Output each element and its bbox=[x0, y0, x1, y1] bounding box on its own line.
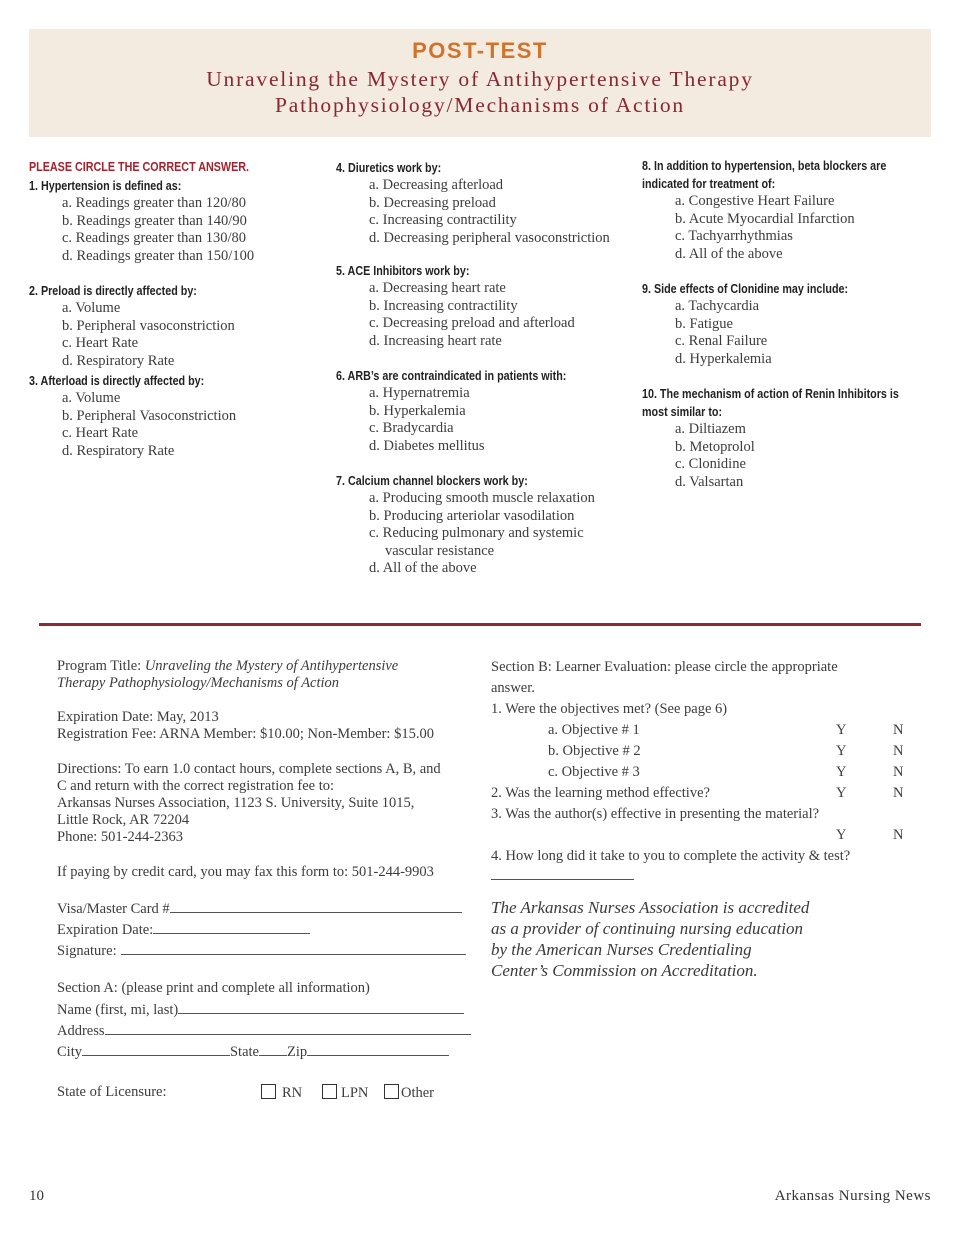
answer-option[interactable]: b. Peripheral vasoconstriction bbox=[62, 317, 235, 334]
state-label: State bbox=[229, 1044, 259, 1060]
question-5 bbox=[336, 262, 636, 350]
no-option[interactable]: N bbox=[893, 785, 904, 801]
question-text: 6. ARB’s are contraindicated in patients with: bbox=[336, 369, 567, 383]
accreditation-line: as a provider of continuing nursing education bbox=[491, 919, 803, 938]
card-expiration-blank[interactable] bbox=[153, 921, 310, 934]
name-field[interactable] bbox=[57, 1001, 477, 1022]
directions-line-1: Directions: To earn 1.0 contact hours, complete sections A, B, and bbox=[57, 761, 441, 777]
objective-row bbox=[491, 720, 921, 741]
answer-option[interactable]: c. Decreasing preload and afterload bbox=[369, 315, 575, 331]
mailing-address-1: Arkansas Nurses Association, 1123 S. University, Suite 1015, bbox=[57, 795, 415, 811]
question-text-line-2: indicated for treatment of: bbox=[642, 177, 776, 191]
card-number-field[interactable] bbox=[57, 900, 477, 921]
answer-option[interactable]: c. Tachyarrhythmias bbox=[675, 228, 793, 244]
objective-label: a. Objective # 1 bbox=[548, 722, 640, 738]
card-number-blank[interactable] bbox=[170, 900, 462, 913]
licensure-row bbox=[57, 1084, 477, 1105]
objective-row bbox=[491, 741, 921, 762]
state-blank[interactable] bbox=[259, 1043, 287, 1056]
answer-option[interactable]: d. All of the above bbox=[369, 560, 477, 576]
answer-option[interactable]: b. Acute Myocardial Infarction bbox=[675, 210, 855, 227]
questions-column-1 bbox=[29, 157, 319, 460]
registration-form bbox=[57, 658, 477, 1105]
signature-field[interactable] bbox=[57, 942, 477, 963]
question-text: 4. Diuretics work by: bbox=[336, 161, 442, 175]
answer-option[interactable]: a. Congestive Heart Failure bbox=[675, 193, 835, 209]
program-title-text-2: Therapy Pathophysiology/Mechanisms of Action bbox=[57, 675, 340, 691]
expiration-date: Expiration Date: May, 2013 bbox=[57, 709, 219, 725]
answer-option[interactable]: a. Volume bbox=[62, 300, 121, 316]
completion-time-blank[interactable] bbox=[491, 867, 634, 880]
name-label: Name (first, mi, last) bbox=[57, 1002, 179, 1018]
questions-column-2 bbox=[336, 157, 636, 578]
question-4 bbox=[336, 159, 636, 247]
question-8 bbox=[642, 157, 932, 263]
objective-label: c. Objective # 3 bbox=[548, 764, 640, 780]
objective-label: b. Objective # 2 bbox=[548, 743, 641, 759]
program-title bbox=[57, 658, 477, 675]
question-text: 2. Preload is directly affected by: bbox=[29, 284, 197, 298]
post-test-banner bbox=[29, 29, 931, 137]
zip-label: Zip bbox=[286, 1044, 308, 1060]
card-expiration-label: Expiration Date: bbox=[57, 922, 154, 938]
evaluation-question-3-answer-row bbox=[491, 825, 921, 846]
answer-option[interactable]: b. Peripheral Vasoconstriction bbox=[62, 407, 237, 424]
answer-option[interactable]: d. Valsartan bbox=[675, 473, 744, 490]
accreditation-line: The Arkansas Nurses Association is accredited bbox=[491, 898, 810, 917]
answer-option[interactable]: b. Decreasing preload bbox=[369, 194, 496, 211]
answer-option[interactable]: a. Volume bbox=[62, 390, 121, 406]
answer-option[interactable]: b. Increasing contractility bbox=[369, 297, 518, 314]
answer-option[interactable]: a. Decreasing afterload bbox=[369, 177, 504, 193]
answer-option[interactable]: b. Hyperkalemia bbox=[369, 402, 466, 419]
publication-name: Arkansas Nursing News bbox=[774, 1188, 931, 1204]
answer-option[interactable]: a. Producing smooth muscle relaxation bbox=[369, 490, 595, 506]
answer-option[interactable]: c. Renal Failure bbox=[675, 333, 768, 349]
answer-option[interactable]: d. Increasing heart rate bbox=[369, 332, 502, 349]
title-line-1: Unraveling the Mystery of Antihypertensive Therapy bbox=[206, 67, 754, 91]
evaluation-heading-2: answer. bbox=[491, 680, 535, 696]
evaluation-question-3: 3. Was the author(s) effective in presenting the material? bbox=[491, 806, 820, 822]
questions-column-3 bbox=[642, 157, 932, 491]
zip-blank[interactable] bbox=[307, 1043, 449, 1056]
answer-option[interactable]: a. Diltiazem bbox=[675, 421, 746, 437]
question-text: 3. Afterload is directly affected by: bbox=[29, 374, 205, 388]
section-divider bbox=[39, 623, 921, 626]
yes-option[interactable]: Y bbox=[836, 785, 847, 801]
page-number: 10 bbox=[29, 1188, 44, 1204]
answer-option[interactable]: b. Producing arteriolar vasodilation bbox=[369, 507, 575, 524]
answer-option[interactable]: d. Decreasing peripheral vasoconstriction bbox=[369, 229, 610, 246]
no-option[interactable]: N bbox=[893, 827, 904, 843]
answer-option[interactable]: c. Readings greater than 130/80 bbox=[62, 230, 247, 246]
yes-option[interactable]: Y bbox=[836, 743, 847, 759]
objective-row bbox=[491, 762, 921, 783]
question-7 bbox=[336, 472, 636, 578]
answer-option[interactable]: c. Reducing pulmonary and systemic vascular resistance bbox=[369, 525, 584, 559]
answer-option[interactable]: a. Decreasing heart rate bbox=[369, 280, 506, 296]
directions-line-2: C and return with the correct registration fee to: bbox=[57, 778, 335, 794]
accreditation-line: by the American Nurses Credentialing bbox=[491, 940, 752, 959]
address-field[interactable] bbox=[57, 1022, 477, 1043]
licensure-rn-option[interactable] bbox=[261, 1084, 302, 1102]
registration-fee: Registration Fee: ARNA Member: $10.00; Non-Member: $15.00 bbox=[57, 726, 434, 742]
city-state-zip-field[interactable] bbox=[57, 1043, 477, 1064]
question-9 bbox=[642, 280, 932, 368]
answer-option[interactable]: c. Increasing contractility bbox=[369, 212, 517, 228]
answer-option[interactable]: a. Tachycardia bbox=[675, 298, 760, 314]
answer-option[interactable]: c. Heart Rate bbox=[62, 335, 139, 351]
evaluation-heading-1: Section B: Learner Evaluation: please circle the appropriate bbox=[491, 659, 838, 675]
question-10 bbox=[642, 385, 932, 491]
name-blank[interactable] bbox=[178, 1001, 464, 1014]
other-checkbox[interactable] bbox=[384, 1084, 399, 1099]
other-label: Other bbox=[401, 1085, 435, 1101]
learner-evaluation bbox=[491, 657, 921, 981]
yes-option[interactable]: Y bbox=[836, 722, 847, 738]
lpn-label: LPN bbox=[341, 1085, 369, 1101]
accreditation-line: Center’s Commission on Accreditation. bbox=[491, 961, 758, 980]
no-option[interactable]: N bbox=[893, 764, 904, 780]
instruction-text: PLEASE CIRCLE THE CORRECT ANSWER. bbox=[29, 160, 249, 174]
answer-option[interactable]: c. Clonidine bbox=[675, 456, 746, 472]
question-text: 1. Hypertension is defined as: bbox=[29, 179, 182, 193]
phone-number: Phone: 501-244-2363 bbox=[57, 829, 184, 845]
title-line-2: Pathophysiology/Mechanisms of Action bbox=[275, 93, 685, 117]
signature-label: Signature: bbox=[57, 943, 117, 959]
question-text-line-1: 8. In addition to hypertension, beta blockers are bbox=[642, 159, 887, 173]
rn-checkbox[interactable] bbox=[261, 1084, 276, 1099]
licensure-label: State of Licensure: bbox=[57, 1084, 167, 1100]
licensure-lpn-option[interactable] bbox=[322, 1084, 368, 1102]
accreditation-statement bbox=[491, 897, 921, 981]
no-option[interactable]: N bbox=[893, 722, 904, 738]
completion-time-field[interactable] bbox=[491, 867, 921, 889]
yes-option[interactable]: Y bbox=[836, 764, 847, 780]
yes-option[interactable]: Y bbox=[836, 827, 847, 843]
answer-option[interactable]: b. Metoprolol bbox=[675, 438, 755, 455]
licensure-other-option[interactable] bbox=[384, 1084, 434, 1102]
card-expiration-field[interactable] bbox=[57, 921, 477, 942]
answer-option[interactable]: d. Respiratory Rate bbox=[62, 442, 175, 459]
question-1 bbox=[29, 177, 319, 265]
card-number-label: Visa/Master Card # bbox=[57, 901, 170, 917]
answer-option[interactable]: d. Hyperkalemia bbox=[675, 350, 772, 367]
no-option[interactable]: N bbox=[893, 743, 904, 759]
program-title-text: Unraveling the Mystery of Antihypertensive bbox=[144, 658, 399, 674]
answer-option[interactable]: d. All of the above bbox=[675, 245, 783, 262]
question-text: 5. ACE Inhibitors work by: bbox=[336, 264, 470, 278]
city-blank[interactable] bbox=[82, 1043, 230, 1056]
question-text: 9. Side effects of Clonidine may include: bbox=[642, 282, 849, 296]
city-label: City bbox=[57, 1044, 82, 1060]
evaluation-question-2: 2. Was the learning method effective? bbox=[491, 785, 710, 801]
signature-blank[interactable] bbox=[121, 942, 466, 955]
address-label: Address bbox=[57, 1023, 105, 1039]
answer-option[interactable]: c. Heart Rate bbox=[62, 425, 139, 441]
evaluation-question-4: 4. How long did it take to you to complete the activity & test? bbox=[491, 848, 851, 864]
address-blank[interactable] bbox=[105, 1022, 471, 1035]
question-text: 7. Calcium channel blockers work by: bbox=[336, 474, 528, 488]
program-title-line-2 bbox=[57, 675, 477, 692]
answer-option[interactable]: d. Readings greater than 150/100 bbox=[62, 247, 255, 264]
answer-option[interactable]: b. Fatigue bbox=[675, 315, 733, 332]
program-title-label: Program Title: bbox=[57, 658, 142, 674]
answer-option[interactable]: a. Readings greater than 120/80 bbox=[62, 195, 247, 211]
lpn-checkbox[interactable] bbox=[322, 1084, 337, 1099]
question-text-line-2: most similar to: bbox=[642, 405, 723, 419]
evaluation-question-1: 1. Were the objectives met? (See page 6) bbox=[491, 701, 728, 717]
answer-option[interactable]: c. Bradycardia bbox=[369, 420, 454, 436]
evaluation-question-2-row bbox=[491, 783, 921, 804]
question-3 bbox=[29, 372, 319, 460]
answer-option[interactable]: d. Respiratory Rate bbox=[62, 352, 175, 369]
fax-instructions: If paying by credit card, you may fax this form to: 501-244-9903 bbox=[57, 864, 434, 880]
answer-option[interactable]: d. Diabetes mellitus bbox=[369, 437, 485, 454]
question-2 bbox=[29, 282, 319, 370]
section-a-heading: Section A: (please print and complete all information) bbox=[57, 980, 370, 996]
answer-option[interactable]: b. Readings greater than 140/90 bbox=[62, 212, 247, 229]
answer-option[interactable]: a. Hypernatremia bbox=[369, 385, 470, 401]
question-6 bbox=[336, 367, 636, 455]
rn-label: RN bbox=[282, 1085, 303, 1101]
mailing-address-2: Little Rock, AR 72204 bbox=[57, 812, 190, 828]
post-test-label: POST-TEST bbox=[412, 38, 548, 63]
question-text-line-1: 10. The mechanism of action of Renin Inhibitors is bbox=[642, 387, 899, 401]
